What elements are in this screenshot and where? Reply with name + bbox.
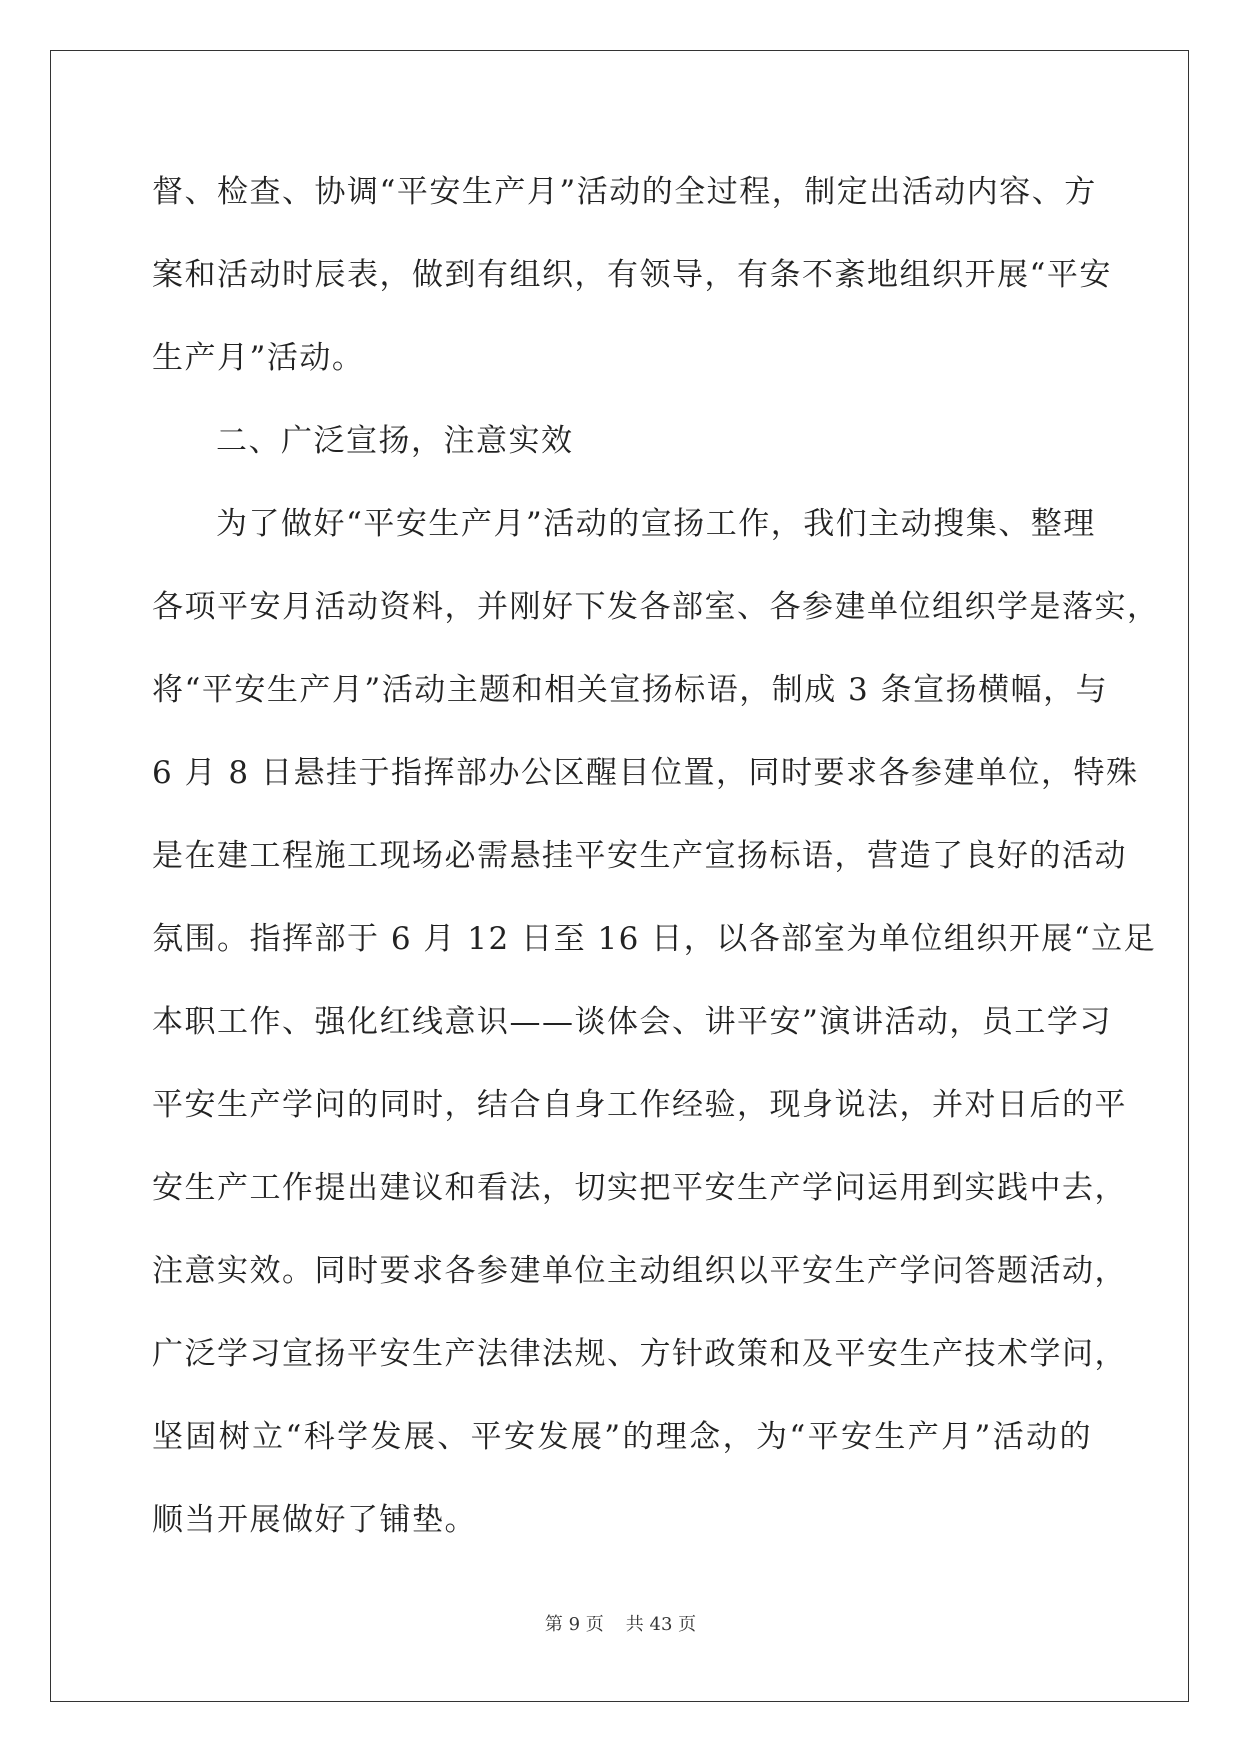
page-number: 第 9 页 [544, 1614, 604, 1635]
paragraph-line: 6 月 8 日悬挂于指挥部办公区醒目位置，同时要求各参建单位，特殊 [152, 755, 1139, 791]
paragraph-line: 注意实效。同时要求各参建单位主动组织以平安生产学问答题活动， [152, 1253, 1127, 1289]
page-footer [0, 1610, 1241, 1636]
paragraph-line: 安生产工作提出建议和看法，切实把平安生产学问运用到实践中去， [152, 1170, 1127, 1206]
paragraph-line: 督、检查、协调“平安生产月”活动的全过程，制定出活动内容、方 [152, 174, 1097, 210]
body-text [152, 162, 1160, 1573]
paragraph-line: 各项平安月活动资料，并刚好下发各部室、各参建单位组织学是落实， [152, 589, 1160, 625]
paragraph-line: 将“平安生产月”活动主题和相关宣扬标语，制成 3 条宣扬横幅，与 [152, 672, 1109, 708]
paragraph-line: 广泛学习宣扬平安生产法律法规、方针政策和及平安生产技术学问， [152, 1336, 1127, 1372]
paragraph-line: 坚固树立“科学发展、平安发展”的理念，为“平安生产月”活动的 [152, 1419, 1092, 1455]
paragraph-line: 顺当开展做好了铺垫。 [152, 1502, 477, 1538]
page-total: 共 43 页 [625, 1614, 697, 1635]
paragraph-line: 氛围。指挥部于 6 月 12 日至 16 日，以各部室为单位组织开展“立足 [152, 921, 1157, 957]
paragraph-line: 为了做好“平安生产月”活动的宣扬工作，我们主动搜集、整理 [216, 506, 1096, 542]
paragraph-line: 平安生产学问的同时，结合自身工作经验，现身说法，并对日后的平 [152, 1087, 1127, 1123]
paragraph-line: 案和活动时辰表，做到有组织，有领导，有条不紊地组织开展“平安 [152, 257, 1112, 293]
paragraph-line: 生产月”活动。 [152, 340, 365, 376]
paragraph-line: 是在建工程施工现场必需悬挂平安生产宣扬标语，营造了良好的活动 [152, 838, 1127, 874]
section-heading: 二、广泛宣扬，注意实效 [216, 423, 574, 459]
paragraph-line: 本职工作、强化红线意识——谈体会、讲平安”演讲活动，员工学习 [152, 1004, 1112, 1040]
